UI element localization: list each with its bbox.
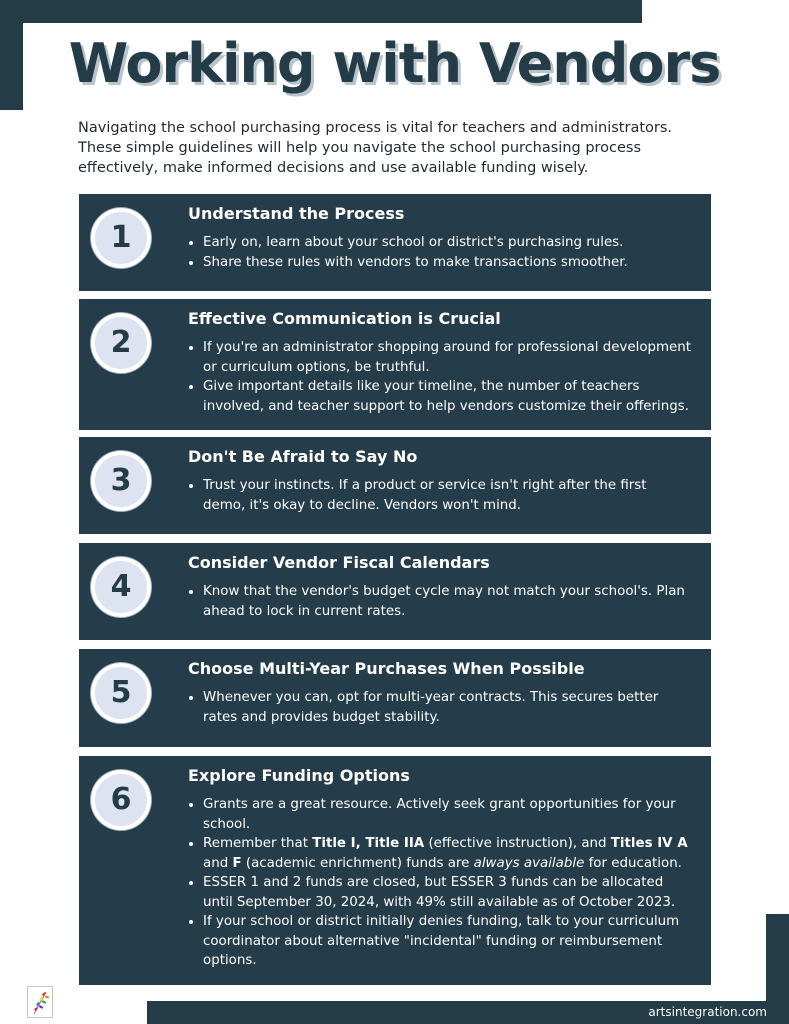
step-card-5 [79,649,711,747]
step-number-badge: 6 [91,770,151,830]
page-title: Working with Vendors [68,32,721,95]
step-title: Effective Communication is Crucial [188,309,501,328]
step-title: Don't Be Afraid to Say No [188,447,418,466]
list-item: • Know that the vendor's budget cycle may not match your school's. Plan ahead to lock in current rates. [203,582,693,621]
step-card-4 [79,543,711,640]
step-bullet-list [188,476,693,515]
colorful-leaf-logo-icon [27,986,53,1018]
step-title: Understand the Process [188,204,405,223]
step-title: Consider Vendor Fiscal Calendars [188,553,490,572]
step-number-badge: 5 [91,663,151,723]
step-bullet-list [188,338,693,416]
step-bullet-list [188,582,693,621]
list-item: • Whenever you can, opt for multi-year contracts. This secures better rates and provides budget stability. [203,688,693,727]
step-card-6 [79,756,711,985]
list-item: • Share these rules with vendors to make transactions smoother. [203,253,693,273]
step-number-badge: 4 [91,557,151,617]
top-decor-bar [0,0,642,23]
step-number-badge: 2 [91,313,151,373]
step-number-badge: 3 [91,451,151,511]
list-item: • Remember that Title I, Title IIA (effective instruction), and Titles IV A and F (academic enrichment) funds are always available for education. [203,834,693,873]
step-bullet-list [188,688,693,727]
step-number-badge: 1 [91,208,151,268]
list-item: • Trust your instincts. If a product or service isn't right after the first demo, it's okay to decline. Vendors won't mind. [203,476,693,515]
list-item: • ESSER 1 and 2 funds are closed, but ESSER 3 funds can be allocated until September 30, 2024, with 49% still available as of October 2023. [203,873,693,912]
list-item: • Early on, learn about your school or district's purchasing rules. [203,233,693,253]
list-item: • Grants are a great resource. Actively seek grant opportunities for your school. [203,795,693,834]
step-bullet-list [188,233,693,272]
step-card-3 [79,437,711,534]
right-decor-bar [766,914,789,1024]
step-bullet-list [188,795,693,971]
footer-website-url: artsintegration.com [648,1005,767,1019]
list-item: • Give important details like your timeline, the number of teachers involved, and teacher support to help vendors customize their offerings. [203,377,693,416]
list-item: • If your school or district initially denies funding, talk to your curriculum coordinator about alternative "incidental" funding or reimbursement options. [203,912,693,971]
step-card-2 [79,299,711,430]
list-item: • If you're an administrator shopping around for professional development or curriculum options, be truthful. [203,338,693,377]
intro-paragraph: Navigating the school purchasing process is vital for teachers and administrators. These simple guidelines will help you navigate the school purchasing process effectively, make informed decisions and use available funding wisely. [78,120,673,176]
step-title: Explore Funding Options [188,766,410,785]
step-card-1 [79,194,711,291]
step-title: Choose Multi-Year Purchases When Possible [188,659,585,678]
